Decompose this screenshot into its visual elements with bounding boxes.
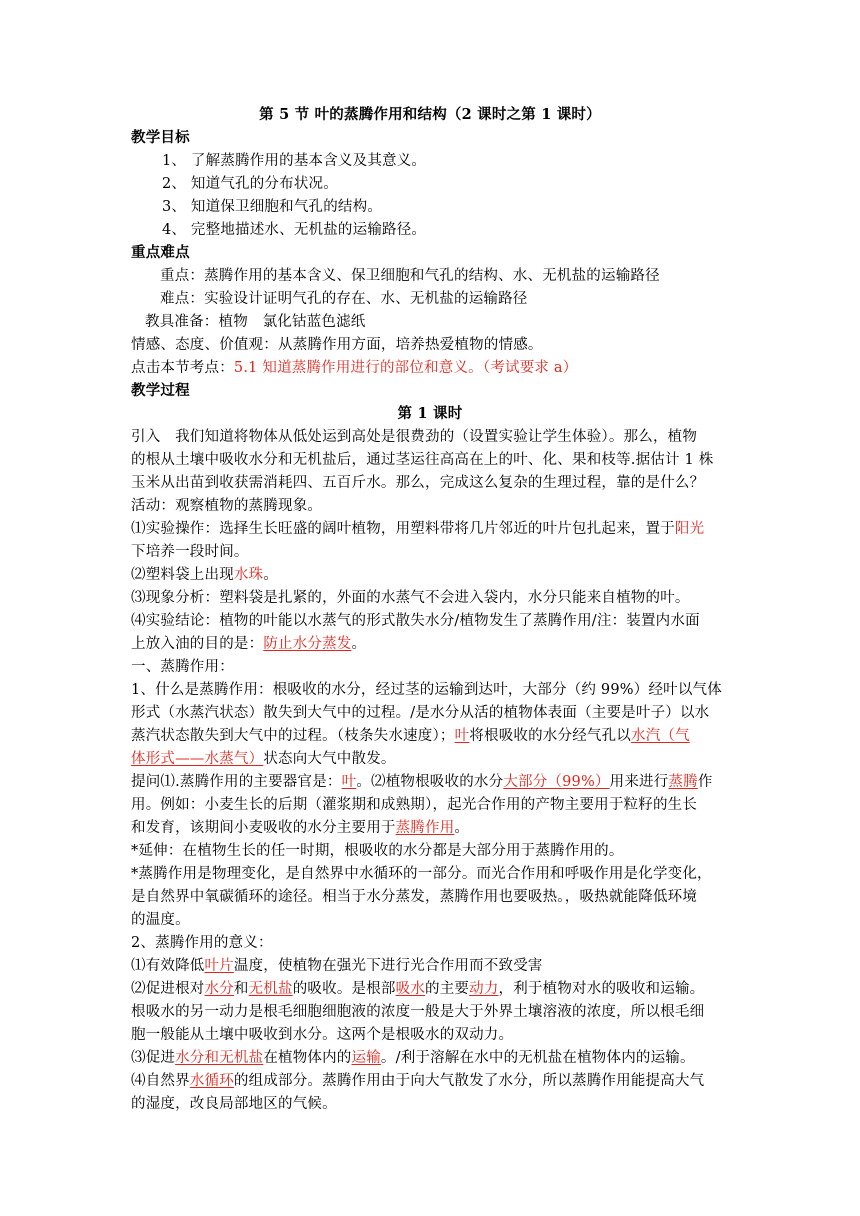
activity-line: 活动：观察植物的蒸腾现象。 [131, 498, 323, 514]
key-point: 重点：蒸腾作用的基本含义、保卫细胞和气孔的结构、水、无机盐的运输路径 [160, 268, 660, 284]
exam-text: 5.1 知道蒸腾作用进行的部位和意义。（考试要求 a） [233, 360, 578, 376]
experiment-observation: ⑵塑料袋上出现水珠。 [131, 567, 279, 583]
exam-point-line [131, 357, 577, 379]
significance-item: ⑷自然界水循环的组成部分。蒸腾作用由于向大气散发了水分，所以蒸腾作用能提高大气 [131, 1073, 705, 1089]
physical-change-note: *蒸腾作用是物理变化，是自然界中水循环的一部分。而光合作用和呼吸作用是化学变化， [131, 866, 712, 882]
difficult-point: 难点：实验设计证明气孔的存在、水、无机盐的运输路径 [160, 291, 528, 307]
significance-item-cont: 胞一般能从土壤中吸收到水分。这两个是根吸水的双动力。 [131, 1027, 514, 1043]
intro-line: 玉米从出苗到收获需消耗四、五百斤水。那么，完成这么复杂的生理过程，靠的是什么？ [131, 475, 705, 491]
significance-item: ⑴有效降低叶片温度，使植物在强光下进行光合作用而不致受害 [131, 958, 543, 974]
key-heading: 重点难点 [131, 244, 190, 261]
experiment-operation-cont: 下培养一段时间。 [131, 544, 249, 560]
physical-change-note: 是自然界中氧碳循环的途径。相当于水分蒸发，蒸腾作用也要吸热。，吸热就能降低环境 [131, 889, 698, 905]
values-line: 情感、态度、价值观：从蒸腾作用方面，培养热爱植物的情感。 [131, 337, 543, 353]
goal-item: 1、 了解蒸腾作用的基本含义及其意义。 [162, 153, 427, 169]
goal-item: 2、 知道气孔的分布状况。 [162, 176, 338, 192]
physical-change-note: 的温度。 [131, 912, 190, 928]
significance-item-cont: 根吸水的另一动力是根毛细胞细胞液的浓度一般是大于外界土壤溶液的浓度，所以根毛细 [131, 1004, 705, 1020]
definition-line: 形式（水蒸汽状态）散失到大气中的过程。/是水分从活的植物体表面（主要是叶子）以水 [131, 705, 710, 721]
significance-item-cont: 的湿度，改良局部地区的气候。 [131, 1096, 337, 1112]
intro-line: 引入 我们知道将物体从低处运到高处是很费劲的（设置实验让学生体验）。那么，植物 [131, 429, 698, 445]
experiment-conclusion: ⑷实验结论：植物的叶能以水蒸气的形式散失水分/植物发生了蒸腾作用/注：装置内水面 [131, 613, 700, 629]
significance-item: ⑶促进水分和无机盐在植物体内的运输。/利于溶解在水中的无机盐在植物体内的运输。 [131, 1050, 695, 1066]
page-title: 第 5 节 叶的蒸腾作用和结构（2 课时之第 1 课时） [259, 106, 601, 123]
extension-note: *延伸：在植物生长的任一时期，根吸收的水分都是大部分用于蒸腾作用的。 [131, 843, 624, 859]
process-heading: 教学过程 [131, 382, 190, 399]
question-line: 用。例如：小麦生长的后期（灌浆期和成熟期），起光合作用的产物主要用于粒籽的生长 [131, 797, 698, 813]
definition-line: 蒸汽状态散失到大气中的过程。（枝条失水速度）；叶将根吸收的水分经气孔以水汽（气 [131, 728, 690, 744]
goal-item: 3、 知道保卫细胞和气孔的结构。 [162, 199, 383, 215]
section1-heading: 一、蒸腾作用： [131, 659, 234, 675]
goal-item: 4、 完整地描述水、无机盐的运输路径。 [162, 222, 427, 238]
significance-heading: 2、蒸腾作用的意义： [131, 935, 273, 951]
question-line: 和发育，该期间小麦吸收的水分主要用于蒸腾作用。 [131, 820, 470, 836]
definition-line: 体形式——水蒸气）状态向大气中散发。 [131, 751, 396, 767]
significance-item: ⑵促进根对水分和无机盐的吸收。是根部吸水的主要动力，利于植物对水的吸收和运输。 [131, 981, 705, 997]
intro-line: 的根从土壤中吸收水分和无机盐后，通过茎运往高高在上的叶、化、果和枝等.据估计 1 株 [131, 452, 714, 468]
goals-heading: 教学目标 [131, 129, 190, 146]
exam-prefix: 点击本节考点： [131, 360, 234, 376]
definition-line: 1、什么是蒸腾作用：根吸收的水分，经过茎的运输到达叶，大部分（约 99%）经叶以气体 [131, 682, 722, 698]
tools-line: 教具准备：植物 氯化钴蓝色滤纸 [145, 314, 366, 330]
experiment-analysis: ⑶现象分析：塑料袋是扎紧的，外面的水蒸气不会进入袋内，水分只能来自植物的叶。 [131, 590, 690, 606]
question-line: 提问⑴.蒸腾作用的主要器官是：叶。⑵植物根吸收的水分大部分（99%）用来进行蒸腾作 [131, 774, 713, 790]
lesson-heading: 第 1 课时 [397, 405, 463, 422]
experiment-conclusion-cont: 上放入油的目的是：防止水分蒸发。 [131, 636, 367, 652]
experiment-operation: ⑴实验操作：选择生长旺盛的阔叶植物，用塑料带将几片邻近的叶片包扎起来，置于阳光 [131, 521, 705, 537]
